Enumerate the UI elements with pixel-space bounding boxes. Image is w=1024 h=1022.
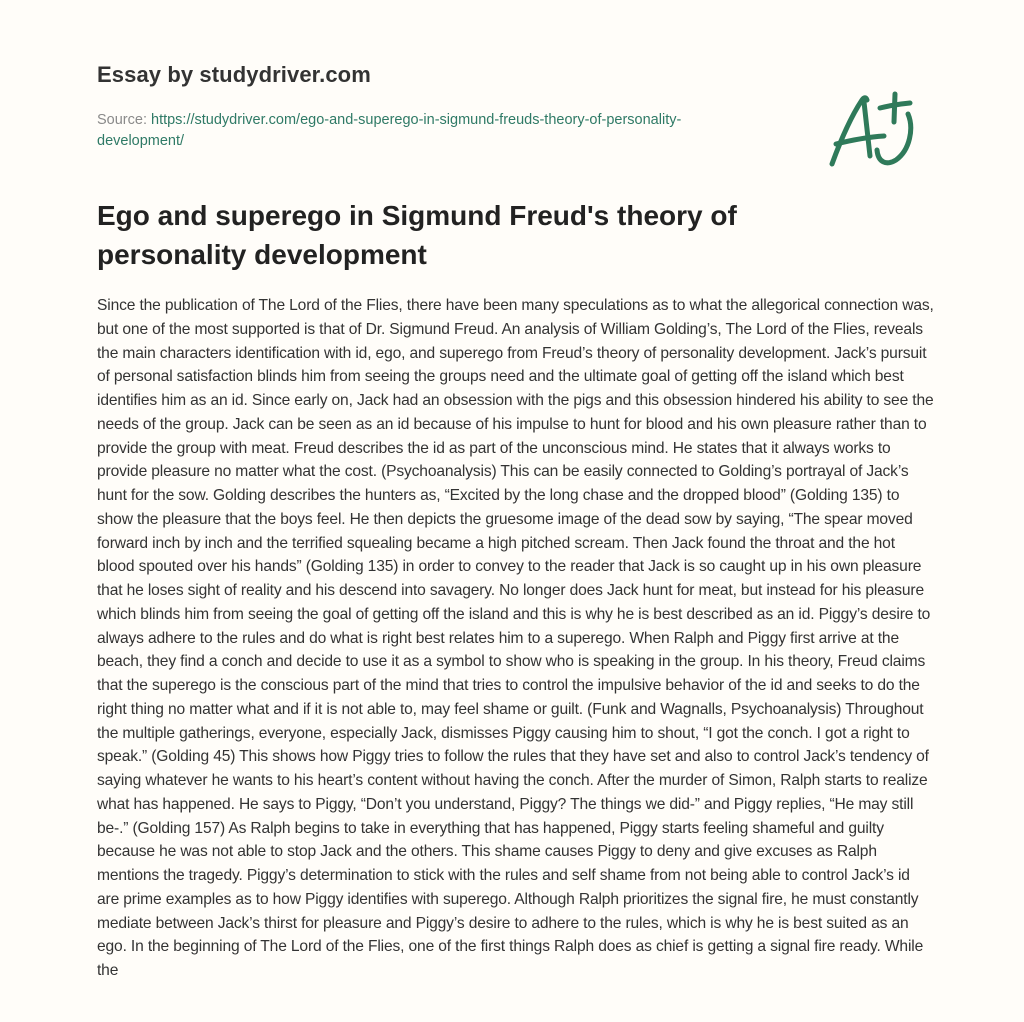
essay-body: Since the publication of The Lord of the Flies, there have been many speculations as to what the allegorical connection was, but one of the most supported is that of Dr. Sigmund Freud. An analysis of William Golding’s, The Lord of the Flies, reveals the main characters identification with id, ego, and superego from Freud’s theory of personality development. Jack’s pursuit of personal satisfaction blinds him from seeing the groups need and the ultimate goal of getting off the island which best identifies him as an id. Since early on, Jack had an obsession with the pigs and this obsession hindered his ability to see the needs of the group. Jack can be seen as an id because of his impulse to hunt for blood and his own pleasure rather than to provide the group with meat. Freud describes the id as part of the unconscious mind. He states that it always works to provide pleasure no matter what the cost. (Psychoanalysis) This can be easily connected to Golding’s portrayal of Jack’s hunt for the sow. Golding describes the hunters as, “Excited by the long chase and the dropped blood” (Golding 135) to show the pleasure that the boys feel. He then depicts the gruesome image of the dead sow by saying, “The spear moved forward inch by inch and the terrified squealing became a high pitched scream. Then Jack found the throat and the hot blood spouted over his hands” (Golding 135) in order to convey to the reader that Jack is so caught up in his own pleasure that he loses sight of reality and his descend into savagery. No longer does Jack hunt for meat, but instead for his pleasure which blinds him from seeing the goal of getting off the island and this is why he is best described as an id. Piggy’s desire to always adhere to the rules and do what is right best relates him to a superego. When Ralph and Piggy first arrive at the beach, they find a conch and decide to use it as a symbol to show who is speaking in the group. In his theory, Freud claims that the superego is the conscious part of the mind that tries to control the impulsive behavior of the id and seeks to do the right thing no matter what and if it is not able to, may feel shame or guilt. (Funk and Wagnalls, Psychoanalysis) Throughout the multiple gatherings, everyone, especially Jack, dismisses Piggy causing him to shout, “I got the conch. I got a right to speak.” (Golding 45) This shows how Piggy tries to follow the rules that they have set and also to control Jack’s tendency of saying whatever he wants to his heart’s content without having the conch. After the murder of Simon, Ralph starts to realize what has happened. He says to Piggy, “Don’t you understand, Piggy? The things we did-” and Piggy replies, “He may still be-.” (Golding 157) As Ralph begins to take in everything that has happened, Piggy starts feeling shameful and guilty because he was not able to stop Jack and the others. This shame causes Piggy to deny and give excuses as Ralph mentions the tragedy. Piggy’s determination to stick with the rules and self shame from not being able to control Jack’s id are prime examples as to how Piggy identifies with superego. Although Ralph prioritizes the signal fire, he must constantly mediate between Jack’s thirst for pleasure and Piggy’s desire to adhere to the rules, which is why he is best suited as an ego. In the beginning of The Lord of the Flies, one of the first things Ralph does as chief is getting a signal fire ready. While the (97, 297, 934, 979)
source-link[interactable]: https://studydriver.com/ego-and-superego-in-sigmund-freuds-theory-of-personality-development/ (97, 112, 682, 149)
a-plus-logo-svg (822, 70, 932, 180)
source-line (97, 110, 737, 152)
a-plus-grade-icon (822, 70, 932, 180)
essay-title: Ego and superego in Sigmund Freud's theory of personality development (97, 200, 737, 270)
brand-header: Essay by studydriver.com (97, 62, 371, 87)
source-label: Source: (97, 112, 151, 128)
